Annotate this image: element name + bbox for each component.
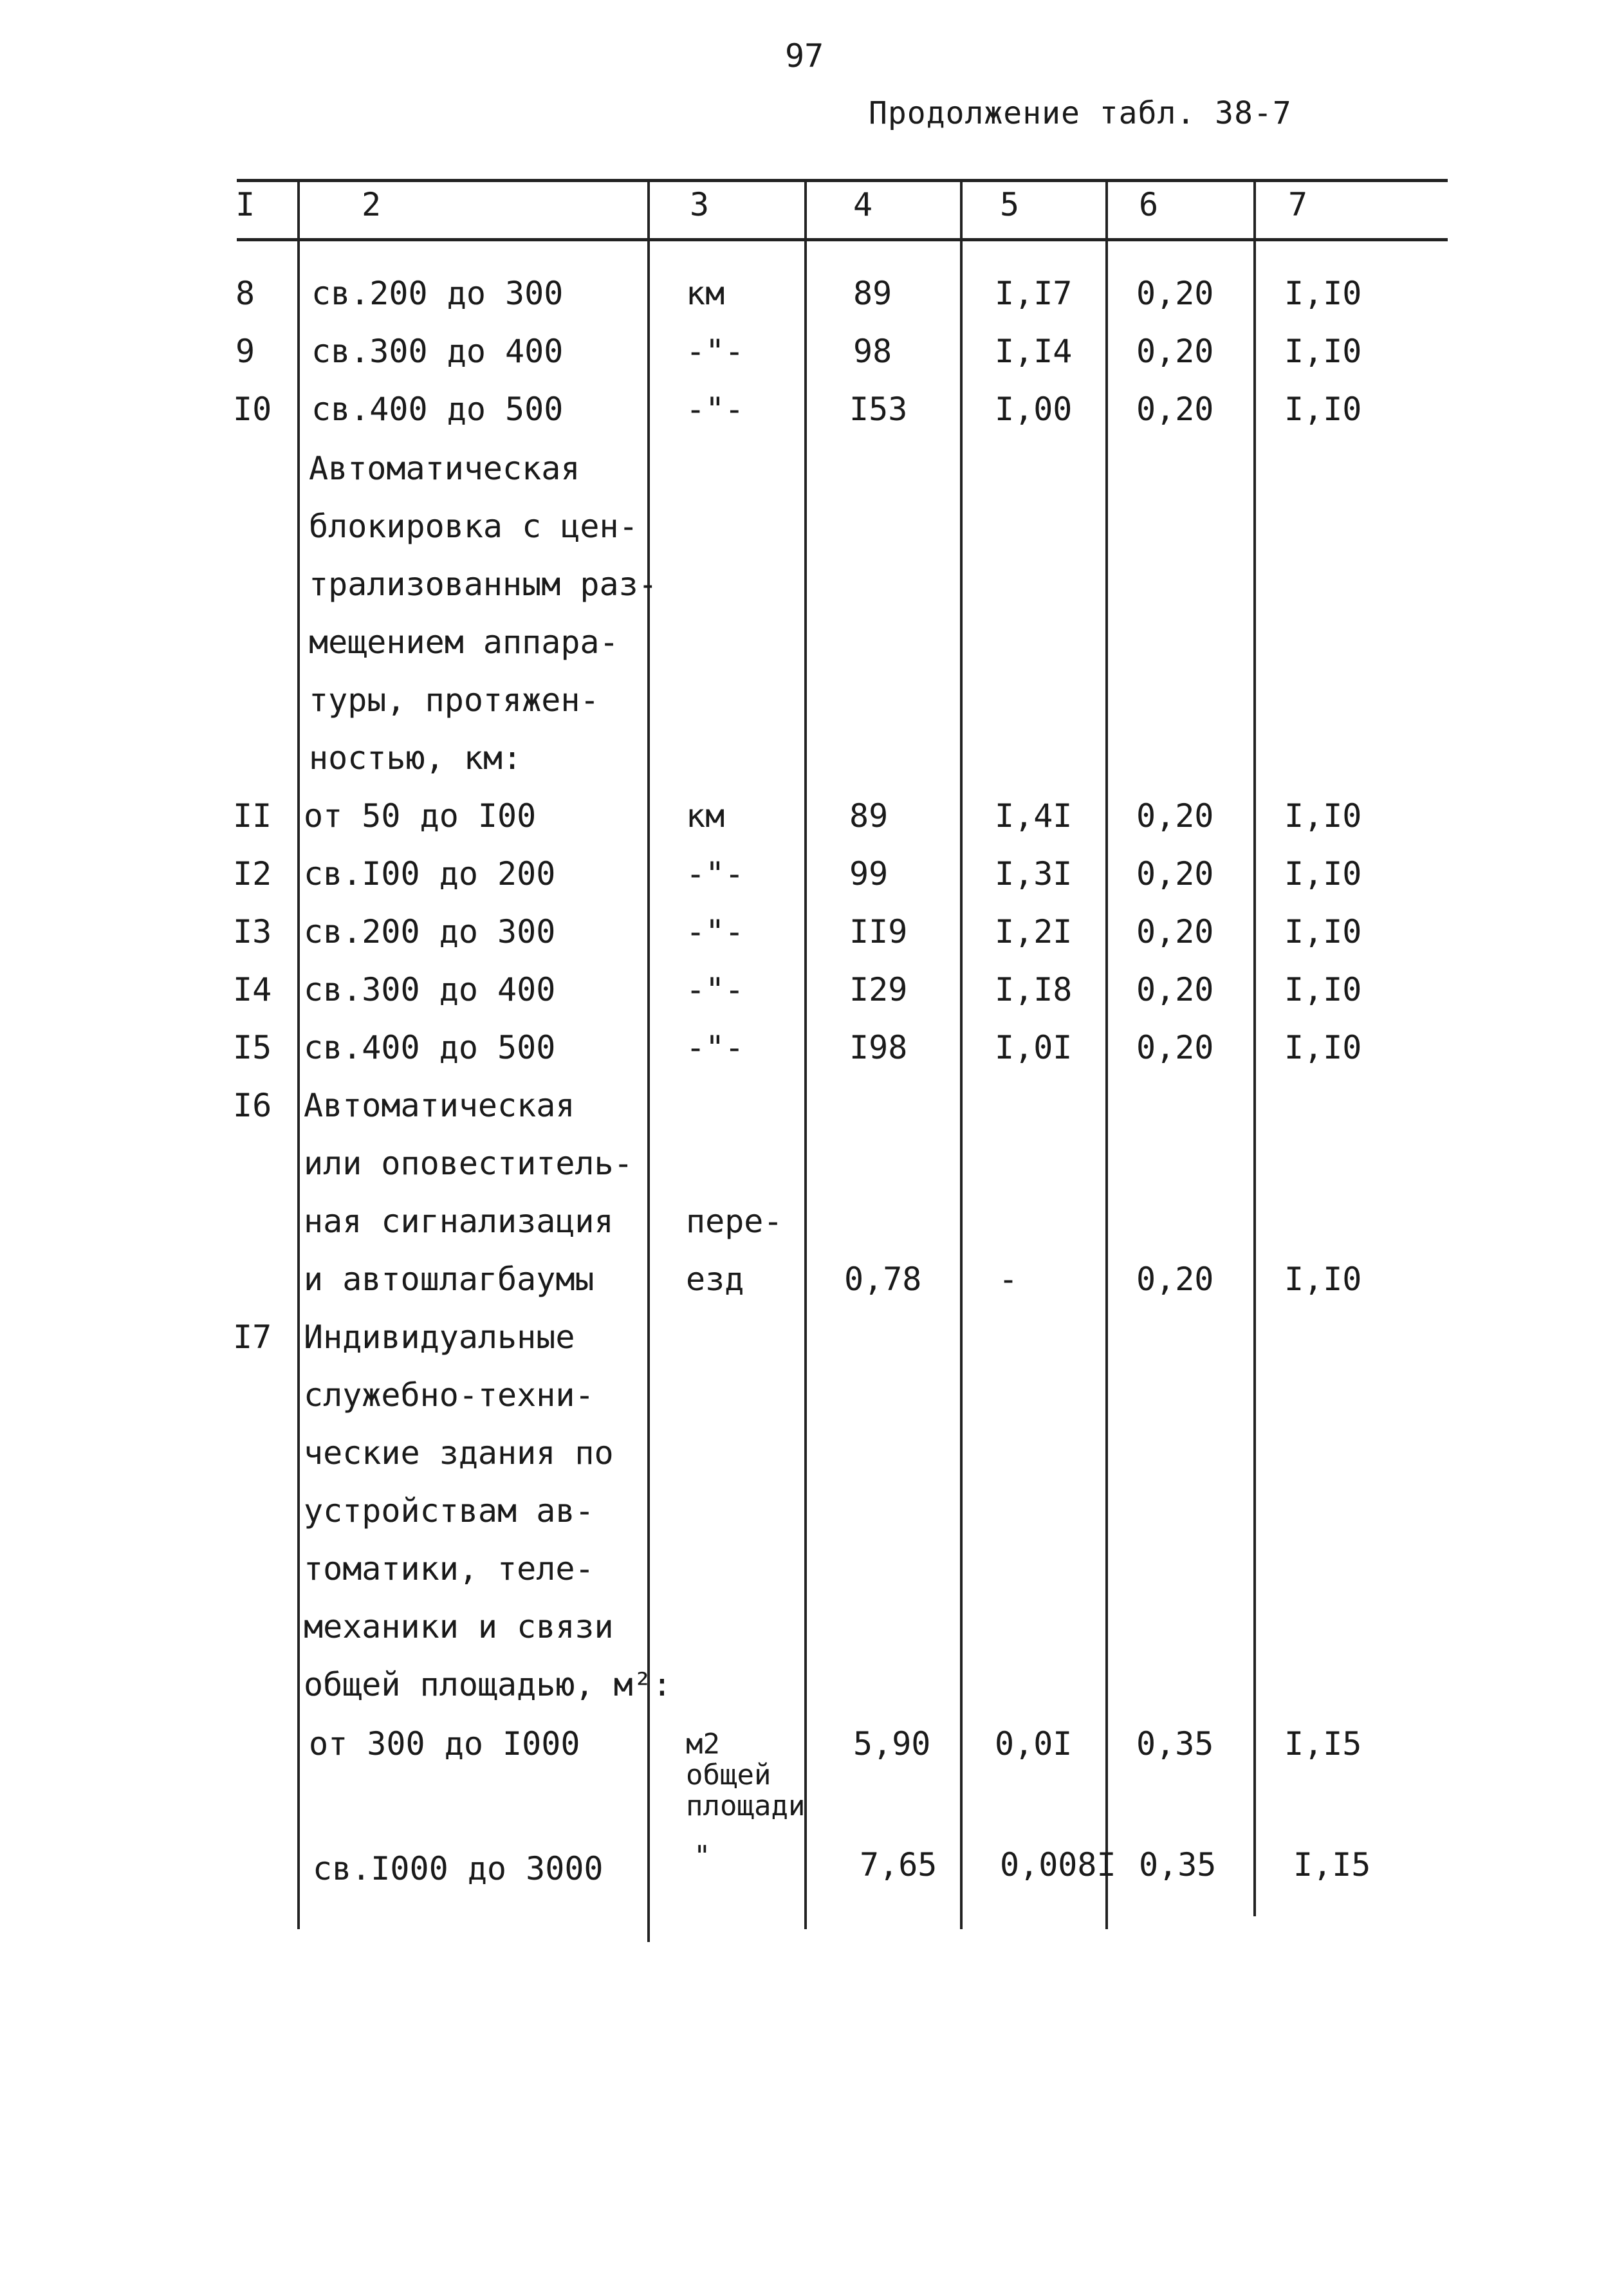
row-value-4: 99 (849, 855, 889, 893)
row-value-4: I98 (849, 1029, 908, 1066)
row-name-line: общей площадью, м²: (304, 1666, 672, 1703)
header-col-3: 3 (690, 186, 710, 223)
row-value-7: I,I0 (1284, 971, 1362, 1008)
row-value-5: I,I8 (995, 971, 1073, 1008)
row-value-4: I53 (849, 391, 908, 428)
row-unit: -"- (686, 913, 744, 950)
column-divider-3 (804, 179, 807, 1929)
row-value-5: - (999, 1261, 1019, 1298)
row-value-5: I,2I (995, 913, 1073, 950)
row-value-6: 0,20 (1136, 797, 1214, 835)
header-col-7: 7 (1288, 186, 1308, 223)
row-number: 9 (235, 333, 255, 370)
section-heading-line: блокировка с цен- (309, 508, 638, 545)
row-value-4: 89 (849, 797, 889, 835)
row-value-5: I,I4 (995, 333, 1073, 370)
column-divider-1 (297, 179, 300, 1929)
table-top-rule (237, 179, 1448, 182)
subrow-value-4: 7,65 (860, 1846, 937, 1883)
row-number: II (233, 797, 272, 835)
table-caption: Продолжение табл. 38-7 (869, 95, 1292, 131)
row-name-line: томатики, теле- (304, 1550, 595, 1587)
subrow-value-6: 0,35 (1139, 1846, 1217, 1883)
section-heading-line: Автоматическая (309, 450, 580, 487)
row-name-line: Индивидуальные (304, 1318, 575, 1356)
subrow-value-5: 0,008I (1000, 1846, 1116, 1883)
subrow-value-4: 5,90 (853, 1725, 931, 1763)
row-name: св.300 до 400 (311, 333, 564, 370)
row-value-6: 0,20 (1136, 971, 1214, 1008)
subrow-unit-line: площади (686, 1790, 806, 1822)
subrow-name: от 300 до I000 (309, 1725, 580, 1763)
row-value-6: 0,20 (1136, 391, 1214, 428)
row-name-line: механики и связи (304, 1608, 614, 1645)
row-name: от 50 до I00 (304, 797, 537, 835)
row-number: I5 (233, 1029, 272, 1066)
row-value-5: I,3I (995, 855, 1073, 893)
column-divider-4 (960, 179, 963, 1929)
row-value-5: I,00 (995, 391, 1073, 428)
row-number: 8 (235, 275, 255, 312)
row-value-5: I,4I (995, 797, 1073, 835)
row-value-6: 0,20 (1136, 913, 1214, 950)
row-name: св.400 до 500 (304, 1029, 556, 1066)
subrow-value-7: I,I5 (1293, 1846, 1371, 1883)
row-value-7: I,I0 (1284, 797, 1362, 835)
row-name-line: Автоматическая (304, 1087, 575, 1124)
row-value-7: I,I0 (1284, 275, 1362, 312)
section-heading-line: трализованным раз- (309, 566, 658, 603)
row-value-4: 98 (853, 333, 892, 370)
subrow-unit-line: общей (686, 1759, 771, 1791)
row-unit: км (686, 275, 725, 312)
row-unit: -"- (686, 1029, 744, 1066)
row-name-line: служебно-техни- (304, 1376, 595, 1414)
row-value-6: 0,20 (1136, 275, 1214, 312)
row-value-7: I,I0 (1284, 913, 1362, 950)
row-unit: -"- (686, 391, 744, 428)
section-heading-line: ностью, км: (309, 739, 522, 777)
header-col-4: 4 (853, 186, 873, 223)
row-value-6: 0,20 (1136, 855, 1214, 893)
row-value-7: I,I0 (1284, 855, 1362, 893)
row-value-6: 0,20 (1136, 1261, 1214, 1298)
row-unit: -"- (686, 971, 744, 1008)
row-value-5: I,0I (995, 1029, 1073, 1066)
header-col-5: 5 (1000, 186, 1020, 223)
row-value-5: I,I7 (995, 275, 1073, 312)
row-number: I0 (233, 391, 272, 428)
row-value-6: 0,20 (1136, 333, 1214, 370)
header-col-1: I (235, 186, 255, 223)
row-name: св.I00 до 200 (304, 855, 556, 893)
row-value-7: I,I0 (1284, 1029, 1362, 1066)
subrow-unit-line: м2 (686, 1728, 720, 1761)
row-value-4: II9 (849, 913, 908, 950)
header-col-6: 6 (1139, 186, 1159, 223)
row-name-line: устройствам ав- (304, 1492, 595, 1530)
row-value-4: 0,78 (844, 1261, 922, 1298)
section-heading-line: мещением аппара- (309, 624, 619, 661)
row-number: I3 (233, 913, 272, 950)
row-value-4: 89 (853, 275, 892, 312)
row-unit: км (686, 797, 725, 835)
row-value-4: I29 (849, 971, 908, 1008)
page-number: 97 (785, 37, 824, 75)
row-name: св.400 до 500 (311, 391, 564, 428)
subrow-name: св.I000 до 3000 (313, 1850, 604, 1887)
row-name-line: ная сигнализация (304, 1203, 614, 1240)
row-unit-line: пере- (686, 1203, 783, 1240)
row-number: I4 (233, 971, 272, 1008)
subrow-value-6: 0,35 (1136, 1725, 1214, 1763)
table-header-rule (237, 238, 1448, 241)
subrow-value-5: 0,0I (995, 1725, 1073, 1763)
row-unit: -"- (686, 333, 744, 370)
section-heading-line: туры, протяжен- (309, 681, 600, 719)
row-value-6: 0,20 (1136, 1029, 1214, 1066)
row-name: св.200 до 300 (304, 913, 556, 950)
row-value-7: I,I0 (1284, 1261, 1362, 1298)
subrow-unit: " (694, 1840, 711, 1873)
subrow-value-7: I,I5 (1284, 1725, 1362, 1763)
row-unit: -"- (686, 855, 744, 893)
row-name-line: и автошлагбаумы (304, 1261, 595, 1298)
row-number: I2 (233, 855, 272, 893)
row-number: I6 (233, 1087, 272, 1124)
column-divider-5 (1105, 179, 1108, 1929)
row-name-line: ческие здания по (304, 1434, 614, 1472)
row-name: св.300 до 400 (304, 971, 556, 1008)
row-value-7: I,I0 (1284, 333, 1362, 370)
row-unit-line: езд (686, 1261, 744, 1298)
row-number: I7 (233, 1318, 272, 1356)
row-name-line: или оповеститель- (304, 1145, 633, 1182)
row-value-7: I,I0 (1284, 391, 1362, 428)
row-name: св.200 до 300 (311, 275, 564, 312)
header-col-2: 2 (362, 186, 382, 223)
column-divider-6 (1253, 179, 1256, 1916)
